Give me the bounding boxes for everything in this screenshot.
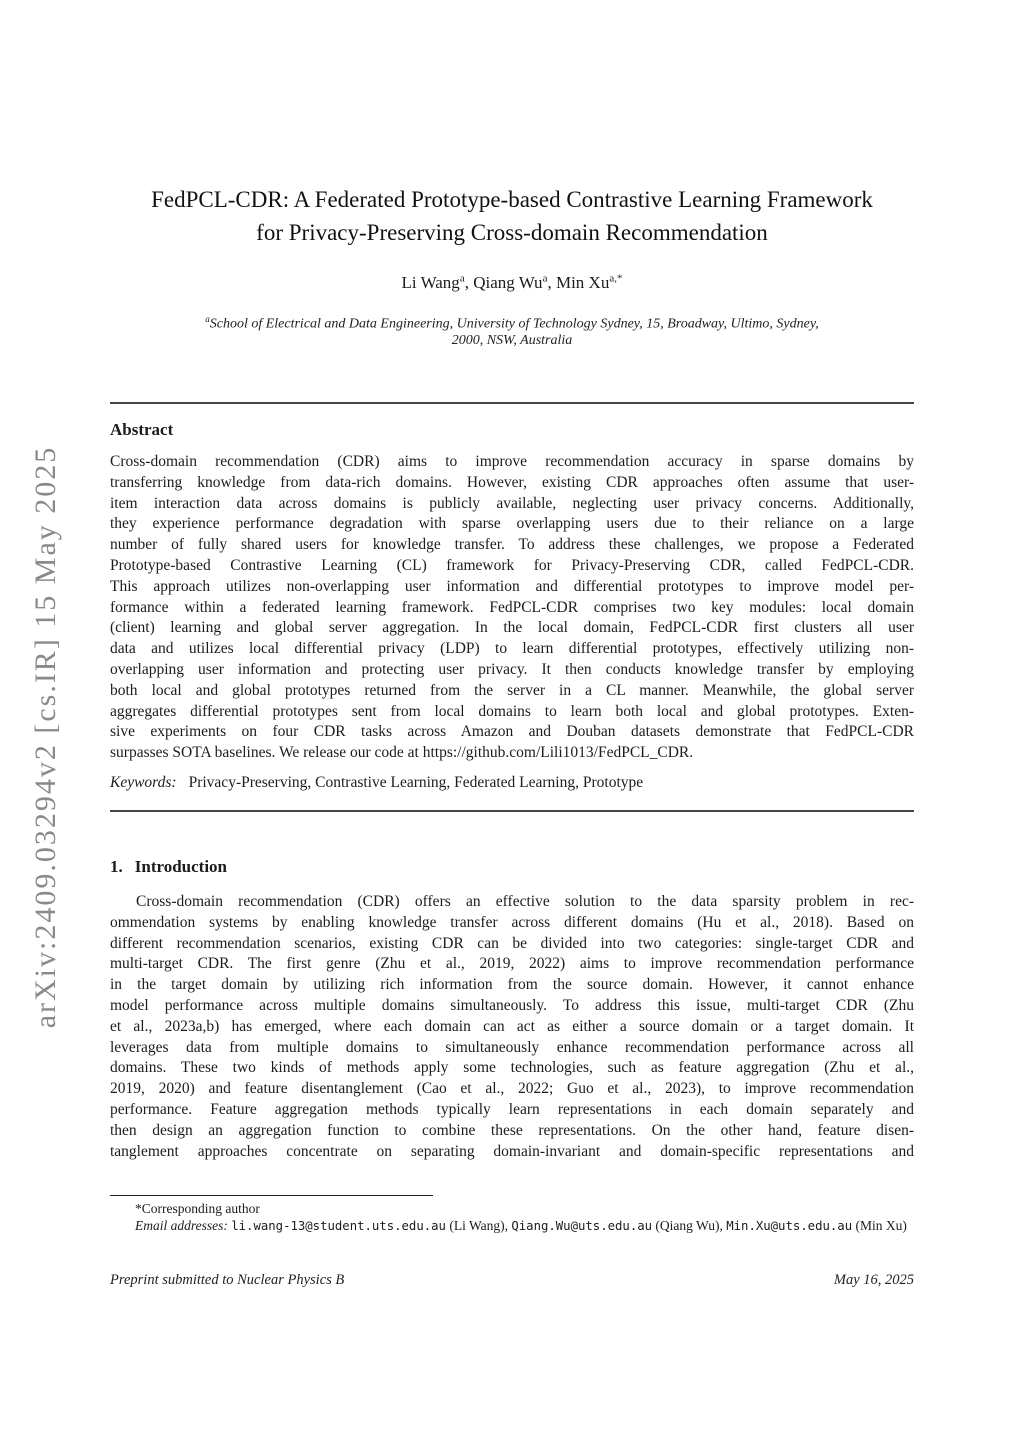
text-line: domains. These two kinds of methods apply some technologies, such as feature aggregation (Zhu et al., bbox=[110, 1059, 914, 1077]
author bbox=[556, 273, 623, 292]
text-line: transferring knowledge from data-rich domains. However, existing CDR approaches often assume that user- bbox=[110, 473, 914, 491]
paper-title: FedPCL-CDR: A Federated Prototype-based Contrastive Learning Framework for Privacy-Preserving Cross-domain Recommendation bbox=[151, 187, 873, 245]
email-address: li.wang-13@student.uts.edu.au bbox=[231, 1218, 446, 1233]
text-line: (client) learning and global server aggregation. In the local domain, FedPCL-CDR first clusters all user bbox=[110, 619, 914, 637]
email-addresses-note bbox=[110, 1218, 914, 1235]
text-line: tanglement approaches concentrate on separating domain-invariant and domain-specific representations and bbox=[110, 1142, 914, 1160]
corresponding-author-note: *Corresponding author bbox=[135, 1201, 260, 1216]
keywords-line bbox=[110, 774, 914, 792]
email-address: Qiang.Wu@uts.edu.au bbox=[511, 1218, 653, 1233]
author-separator: , bbox=[464, 272, 474, 292]
keywords-text: Privacy-Preserving, Contrastive Learning, Federated Learning, Prototype bbox=[188, 774, 644, 791]
affiliation bbox=[202, 311, 822, 349]
arxiv-stamp-text: arXiv:2409.03294v2 [cs.IR] 15 May 2025 bbox=[29, 445, 62, 1029]
email-owner: (Min Xu) bbox=[852, 1217, 907, 1233]
text-line: data and utilizes local differential privacy (LDP) to learn differential prototypes, effectively utilizing non- bbox=[110, 640, 914, 658]
page-footer bbox=[110, 1272, 914, 1289]
text-line: different recommendation scenarios, existing CDR can be divided into two categories: single-target CDR and bbox=[110, 934, 914, 952]
text-line: they experience performance degradation with sparse overlapping users due to their reliance on a large bbox=[110, 515, 914, 533]
text-line: aggregates differential prototypes sent from local domains to learn both local and global prototypes. Exten- bbox=[110, 702, 914, 720]
affiliation-block bbox=[110, 311, 914, 349]
text-line: Cross-domain recommendation (CDR) offers an effective solution to the data sparsity problem in rec- bbox=[136, 893, 914, 910]
author-name: Li Wang bbox=[401, 272, 460, 292]
text-line: et al., 2023a,b) has emerged, where each domain can act as either a source domain or a target domain. It bbox=[110, 1017, 914, 1035]
preprint-venue: Preprint submitted to Nuclear Physics B bbox=[110, 1272, 345, 1288]
email-label: Email addresses: bbox=[135, 1217, 228, 1233]
author bbox=[402, 273, 474, 292]
text-line: ommendation systems by enabling knowledge transfer across different domains (Hu et al., 2018). Based on bbox=[110, 913, 914, 931]
text-line: number of fully shared users for knowledge transfer. To address these challenges, we propose a Federated bbox=[110, 536, 914, 554]
text-line: formance within a federated learning framework. FedPCL-CDR comprises two key modules: local domain bbox=[110, 598, 914, 616]
text-line: then design an aggregation function to combine these representations. On the other hand, feature disen- bbox=[110, 1121, 914, 1139]
text-line: item interaction data across domains is publicly available, neglecting user privacy concerns. Additionally, bbox=[110, 494, 914, 512]
text-line: leverages data from multiple domains to simultaneously enhance recommendation performance across all bbox=[110, 1038, 914, 1056]
abstract-top-rule bbox=[110, 402, 914, 404]
text-line: 2019, 2020) and feature disentanglement (Cao et al., 2022; Guo et al., 2023), to improve recommendation bbox=[110, 1080, 914, 1098]
abstract-text bbox=[110, 452, 914, 764]
author-affiliation-mark: a bbox=[459, 272, 465, 284]
footnote-rule bbox=[110, 1195, 433, 1196]
text-line: overlapping user information and protecting user privacy. It then conducts knowledge transfer by employing bbox=[110, 660, 914, 678]
author-separator: , bbox=[547, 272, 556, 292]
abstract-heading: Abstract bbox=[110, 420, 174, 439]
text-line: in the target domain by utilizing rich information from the source domain. However, it cannot enhance bbox=[110, 976, 914, 994]
author-affiliation-mark: a bbox=[542, 272, 548, 284]
submission-date: May 16, 2025 bbox=[833, 1272, 914, 1288]
text-line: Cross-domain recommendation (CDR) aims to improve recommendation accuracy in sparse domains by bbox=[110, 453, 914, 470]
text-line: multi-target CDR. The first genre (Zhu et al., 2019, 2022) aims to improve recommendation performance bbox=[110, 955, 914, 973]
author-name: Qiang Wu bbox=[473, 272, 543, 292]
author bbox=[473, 273, 556, 292]
section-number: 1. bbox=[110, 857, 123, 876]
author-name: Min Xu bbox=[555, 272, 610, 292]
footnote-block bbox=[110, 1201, 914, 1234]
affiliation-text: School of Electrical and Data Engineering, University of Technology Sydney, 15, Broadway, Ultimo, Sydney, 2000, NSW, Australia bbox=[209, 316, 819, 348]
text-line: model performance across multiple domains simultaneously. To address this issue, multi-target CDR (Zhu bbox=[110, 996, 914, 1014]
introduction-heading bbox=[110, 857, 914, 877]
introduction-text bbox=[110, 892, 914, 1162]
email-address: Min.Xu@uts.edu.au bbox=[726, 1218, 853, 1233]
authors-line bbox=[110, 272, 914, 293]
keywords-label: Keywords: bbox=[110, 774, 177, 791]
text-line: This approach utilizes non-overlapping user information and differential prototypes to improve model per- bbox=[110, 577, 914, 595]
text-line: sive experiments on four CDR tasks across Amazon and Douban datasets demonstrate that FedPCL-CDR bbox=[110, 723, 914, 741]
affiliation-mark: a bbox=[205, 314, 210, 324]
text-line: both local and global prototypes returned from the server in a CL manner. Meanwhile, the global server bbox=[110, 681, 914, 699]
email-owner: (Li Wang), bbox=[445, 1217, 512, 1233]
abstract-bottom-rule bbox=[110, 810, 914, 812]
text-line: performance. Feature aggregation methods typically learn representations in each domain separately and bbox=[110, 1100, 914, 1118]
email-owner: (Qiang Wu), bbox=[652, 1217, 727, 1233]
text-line: Prototype-based Contrastive Learning (CL) framework for Privacy-Preserving CDR, called FedPCL-CDR. bbox=[110, 556, 914, 574]
text-line: surpasses SOTA baselines. We release our code at https://github.com/Lili1013/FedPCL_CDR. bbox=[110, 744, 694, 762]
author-affiliation-mark: a,* bbox=[609, 272, 623, 284]
section-title: Introduction bbox=[134, 857, 228, 876]
title-block bbox=[110, 183, 914, 249]
